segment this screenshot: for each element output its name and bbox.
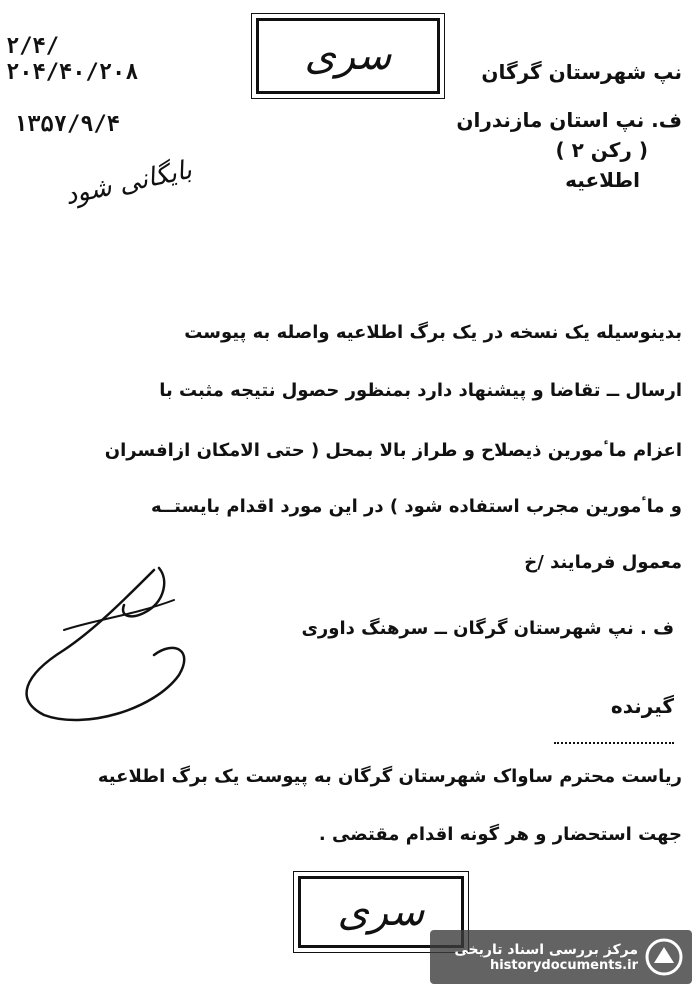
body-line-3: اعزام ماٴمورین ذیصلاح و طراز بالا بمحل ( حتی الامکان ازافسران — [104, 440, 682, 461]
recipient-unit: ف. نپ استان مازندران — [456, 108, 682, 132]
recipient-line-2: جهت استحضار و هر گونه اقدام مقتضی . — [318, 824, 682, 845]
sender-unit: نپ شهرستان گرگان — [481, 60, 682, 84]
watermark-title: مرکز بررسی اسناد تاریخی — [454, 941, 638, 958]
subject-label: اطلاعیه — [565, 168, 640, 192]
recipient-line-1: ریاست محترم ساواک شهرستان گرگان به پیوست یک برگ اطلاعیه — [97, 766, 682, 787]
body-line-2: ارسال ــ تقاضا و پیشنهاد دارد بمنظور حصول نتیجه مثبت با — [159, 380, 682, 401]
top-stamp-text: سری — [304, 33, 392, 79]
archive-logo-icon — [644, 937, 684, 977]
handwritten-note: بایگانی شود — [62, 154, 195, 212]
signature-line: ف . نپ شهرستان گرگان ــ سرهنگ داوری — [301, 618, 674, 639]
body-line-5: معمول فرمایند /خ — [524, 552, 682, 573]
recipient-underline — [554, 742, 674, 744]
handwritten-signature — [4, 560, 204, 730]
watermark-text-group — [454, 942, 638, 973]
watermark-footer — [430, 930, 692, 984]
section-label: ( رکن ۲ ) — [555, 138, 648, 162]
reference-number-short: ۲/۴/ — [6, 34, 59, 59]
reference-number: ۲۰۴/۴۰/۲۰۸ — [6, 60, 139, 85]
document-date: ۱۳۵۷/۹/۴ — [14, 112, 120, 137]
top-classification-stamp — [256, 18, 440, 94]
watermark-url: historydocuments.ir — [489, 957, 638, 973]
body-line-4: و ماٴمورین مجرب استفاده شود ) در این مورد اقدام بایستــه — [150, 496, 682, 517]
body-line-1: بدینوسیله یک نسخه در یک برگ اطلاعیه واصله به پیوست — [184, 322, 682, 343]
bottom-stamp-text: سری — [337, 889, 425, 935]
recipient-section-title: گیرنده — [610, 694, 674, 718]
